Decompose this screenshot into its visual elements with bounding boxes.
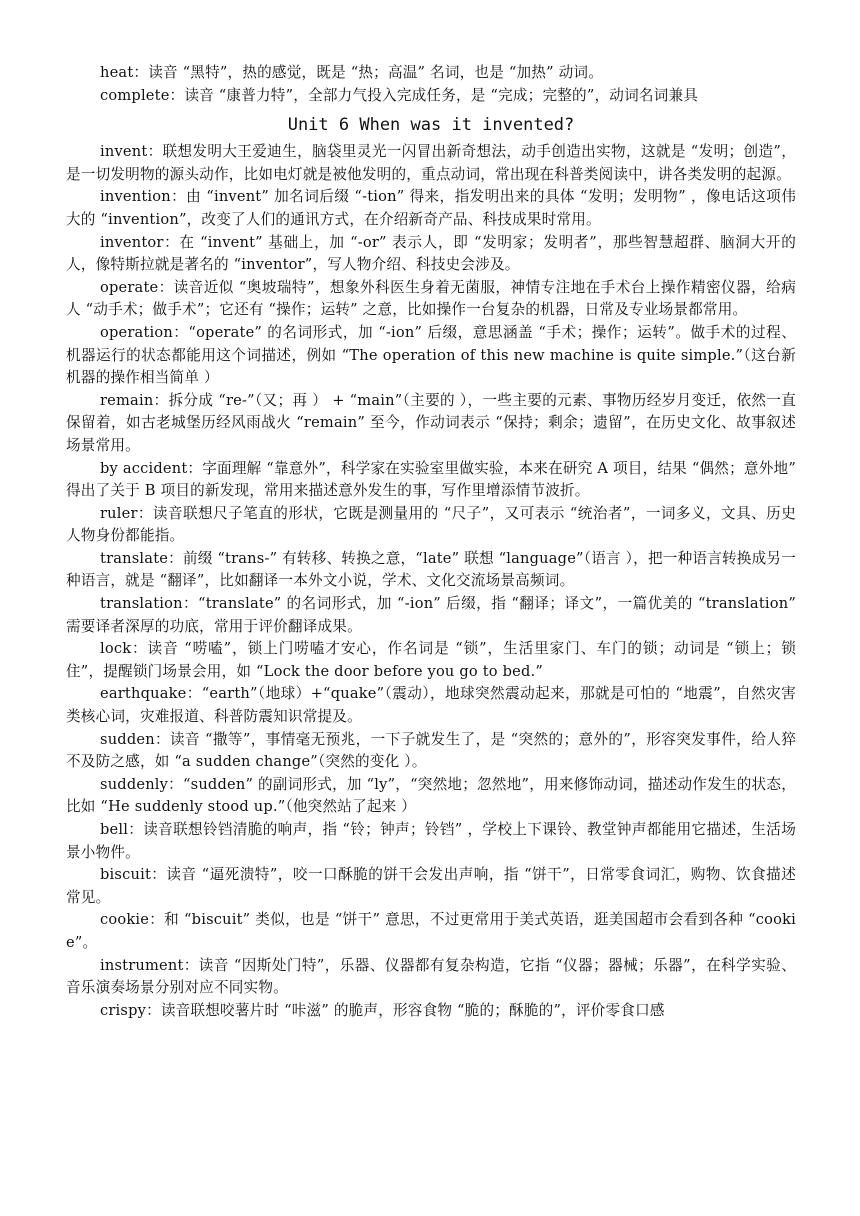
entry-cookie: cookie：和 “biscuit” 类似，也是 “饼干” 意思，不过更常用于美式英语，逛美国超市会看到各种 “cookie”。 <box>66 911 796 951</box>
entry-inventor: inventor：在 “invent” 基础上，加 “-or” 表示人，即 “发明家；发明者”，那些智慧超群、脑洞大开的人，像特斯拉就是著名的 “inventor”，写人物介绍、科技史会涉及。 <box>66 233 796 274</box>
entry-suddenly: suddenly：“sudden” 的副词形式，加 “ly”，“突然地；忽然地”，用来修饰动词，描述动作发生的状态，比如 “He suddenly stood up.”（他突然站了起来 ） <box>66 775 796 816</box>
entry-biscuit: biscuit：读音 “逼死溃特”，咬一口酥脆的饼干会发出声响，指 “饼干”，日常零食词汇，购物、饮食描述常见。 <box>66 866 796 906</box>
entry-invention: invention：由 “invent” 加名词后缀 “-tion” 得来，指发明出来的具体 “发明；发明物” ，像电话这项伟大的 “invention”，改变了人们的通讯方式，在介绍新奇产品、科技成果时常用。 <box>66 188 796 228</box>
entry-ruler: ruler：读音联想尺子笔直的形状，它既是测量用的 “尺子”，又可表示 “统治者”，一词多义，文具、历史人物身份都能指。 <box>66 504 796 545</box>
entry-remain: remain：拆分成 “re-”（又；再 ） + “main”（主要的 ），一些主要的元素、事物历经岁月变迁，依然一直保留着，如古老城堡历经风雨战火 “remain” 至今，作动词表示 “保持；剩余；遗留”，在历史文化、故事叙述场景常用。 <box>66 391 796 454</box>
entry-earthquake: earthquake：“earth”（地球）+“quake”（震动），地球突然震动起来，那就是可怕的 “地震”，自然灾害类核心词，灾难报道、科普防震知识常提及。 <box>66 685 796 726</box>
entry-translate: translate：前缀 “trans-” 有转移、转换之意，“late” 联想 “language”（语言 ），把一种语言转换成另一种语言，就是 “翻译”，比如翻译一本外文小说，学术、文化交流场景高频词。 <box>66 549 796 590</box>
entry-instrument: instrument：读音 “因斯处门特”，乐器、仪器都有复杂构造，它指 “仪器；器械；乐器”，在科学实验、音乐演奏场景分别对应不同实物。 <box>66 956 796 997</box>
entry-translation: translation：“translate” 的名词形式，加 “-ion” 后缀，指 “翻译；译文”，一篇优美的 “translation” 需要译者深厚的功底，常用于评价翻译成果。 <box>66 595 796 635</box>
entry-by-accident: by accident：字面理解 “靠意外”，科学家在实验室里做实验，本来在研究 A 项目，结果 “偶然；意外地” 得出了关于 B 项目的新发现，常用来描述意外发生的事，写作里增添情节波折。 <box>66 459 796 500</box>
entry-crispy: crispy：读音联想咬薯片时 “咔滋” 的脆声，形容食物 “脆的；酥脆的”，评价零食口感 <box>100 1001 665 1019</box>
unit-title: Unit 6 When was it invented? <box>287 115 575 136</box>
document-page <box>66 62 796 1022</box>
entry-bell: bell：读音联想铃铛清脆的响声，指 “铃；钟声；铃铛” ，学校上下课铃、教堂钟声都能用它描述，生活场景小物件。 <box>66 821 796 861</box>
entry-operate: operate：读音近似 “奥坡瑞特”，想象外科医生身着无菌服，神情专注地在手术台上操作精密仪器，给病人 “动手术；做手术”；它还有 “操作；运转” 之意，比如操作一台复杂的机器，日常及专业场景都常用。 <box>66 278 796 319</box>
entry-invent: invent：联想发明大王爱迪生，脑袋里灵光一闪冒出新奇想法，动手创造出实物，这就是 “发明；创造”，是一切发明物的源头动作，比如电灯就是被他发明的，重点动词，常出现在科普类阅读中，讲各类发明的起源。 <box>66 143 796 183</box>
entry-lock: lock：读音 “唠嗑”，锁上门唠嗑才安心，作名词是 “锁”，生活里家门、车门的锁；动词是 “锁上；锁住”，提醒锁门场景会用，如 “Lock the door before you go to bed.” <box>66 640 796 680</box>
entry-sudden: sudden：读音 “撒等”，事情毫无预兆，一下子就发生了，是 “突然的；意外的”，形容突发事件，给人猝不及防之感，如 “a sudden change”（突然的变化 ）。 <box>66 730 796 771</box>
entry-operation: operation：“operate” 的名词形式，加 “-ion” 后缀，意思涵盖 “手术；操作；运转”。做手术的过程、机器运行的状态都能用这个词描述，例如 “The operation of this new machine is quite simple.”（这台新机器的操作相当简单 ） <box>66 323 796 387</box>
paragraph-heat: heat：读音 “黑特”，热的感觉，既是 “热；高温” 名词，也是 “加热” 动词。 <box>100 64 603 81</box>
paragraph-complete: complete：读音 “康普力特”，全部力气投入完成任务，是 “完成；完整的”，动词名词兼具 <box>100 86 699 104</box>
